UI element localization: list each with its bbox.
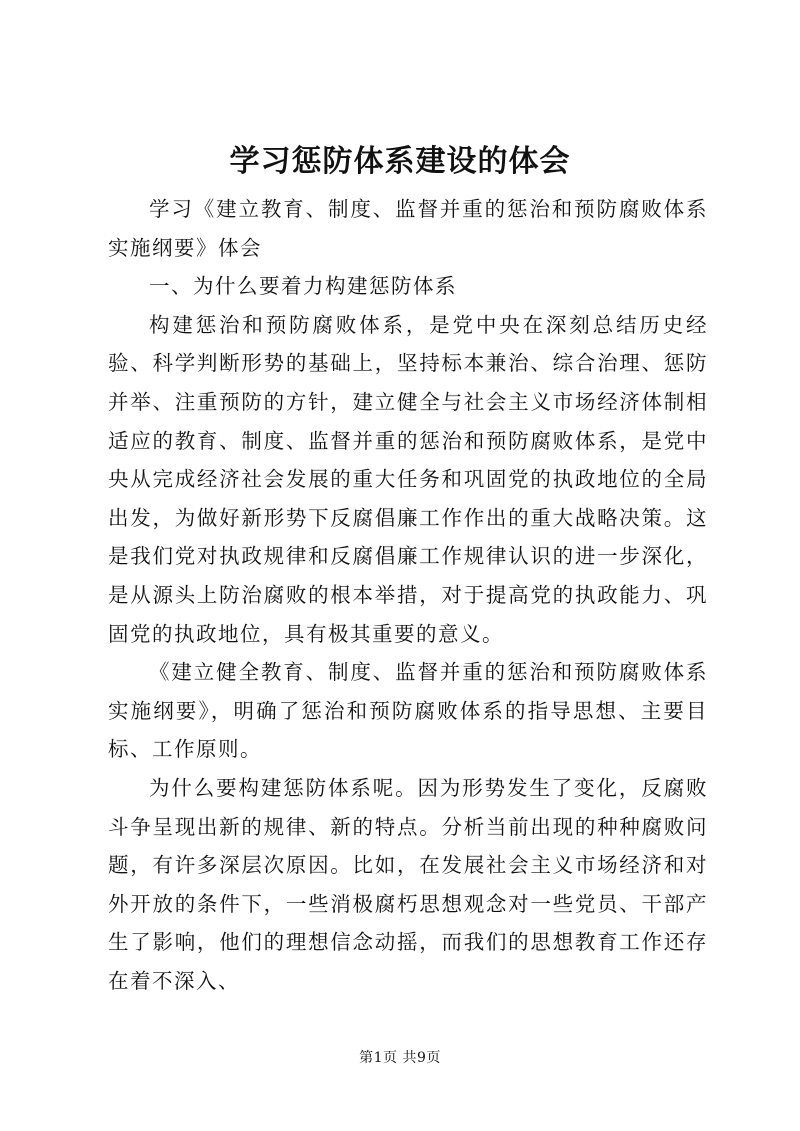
page-number-footer: 第1页 共9页 xyxy=(359,1050,441,1066)
document-title: 学习惩防体系建设的体会 xyxy=(229,144,571,179)
document-body xyxy=(108,190,708,1000)
paragraph-body: 构建惩治和预防腐败体系，是党中央在深刻总结历史经验、科学判断形势的基础上，坚持标本兼治、综合治理、惩防并举、注重预防的方针，建立健全与社会主义市场经济体制相适应的教育、制度、监督并重的惩治和预防腐败体系，是党中央从完成经济社会发展的重大任务和巩固党的执政地位的全局出发，为做好新形势下反腐倡廉工作作出的重大战略决策。这是我们党对执政规律和反腐倡廉工作规律认识的进一步深化，是从源头上防治腐败的根本举措，对于提高党的执政能力、巩固党的执政地位，具有极其重要的意义。 xyxy=(108,312,708,646)
paragraph-body: 《建立健全教育、制度、监督并重的惩治和预防腐败体系实施纲要》，明确了惩治和预防腐败体系的指导思想、主要目标、工作原则。 xyxy=(108,660,708,762)
paragraph-section-heading: 一、为什么要着力构建惩防体系 xyxy=(149,274,457,299)
paragraph-subtitle: 学习《建立教育、制度、监督并重的惩治和预防腐败体系实施纲要》体会 xyxy=(108,197,708,260)
paragraph-body: 为什么要构建惩防体系呢。因为形势发生了变化，反腐败斗争呈现出新的规律、新的特点。分析当前出现的种种腐败问题，有许多深层次原因。比如，在发展社会主义市场经济和对外开放的条件下，一些消极腐朽思想观念对一些党员、干部产生了影响，他们的理想信念动摇，而我们的思想教育工作还存在着不深入、 xyxy=(108,775,708,993)
